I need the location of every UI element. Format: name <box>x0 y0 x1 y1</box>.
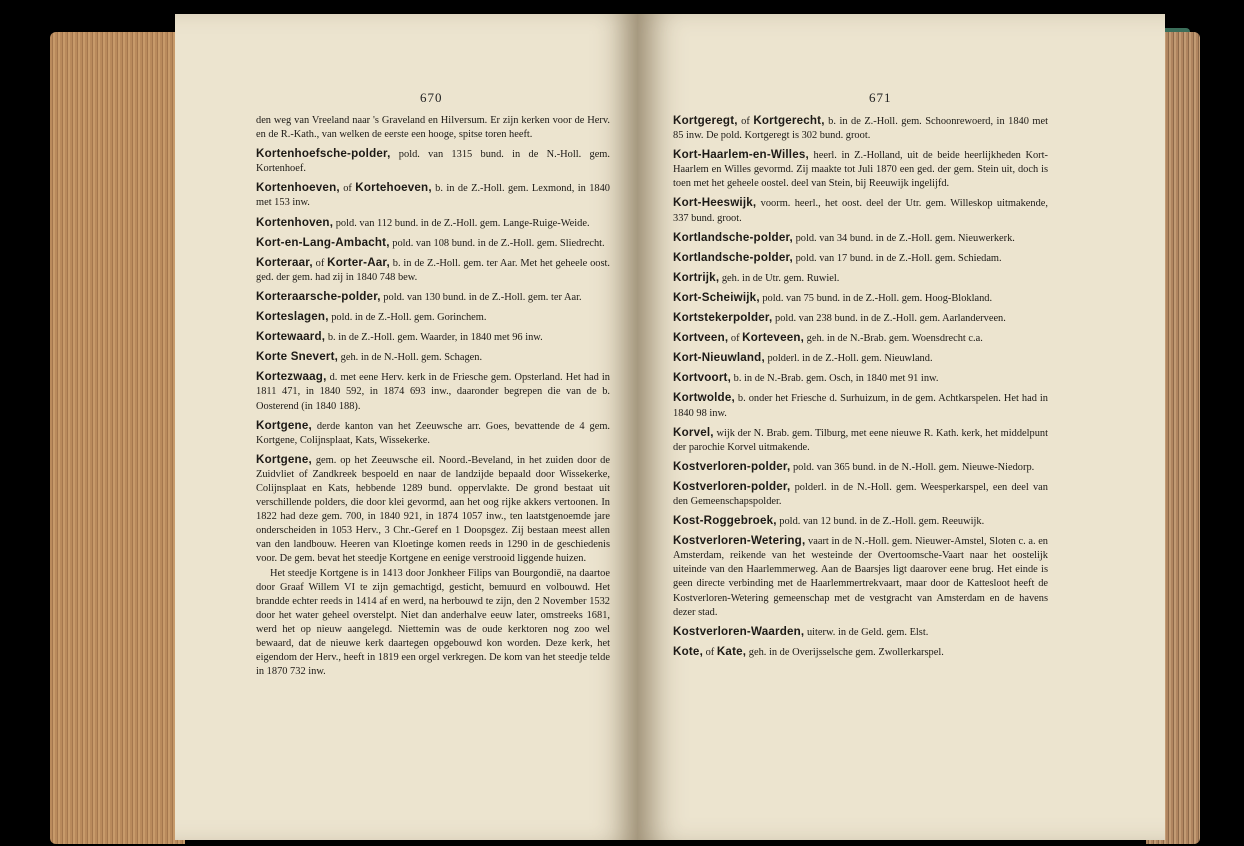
entry-headword: Korteraar, <box>256 255 313 269</box>
entry-text: pold. van 75 bund. in de Z.-Holl. gem. Hoog-Blokland. <box>759 292 993 304</box>
entry-text: pold. van 238 bund. in de Z.-Holl. gem. Aarlanderveen. <box>772 313 1006 325</box>
entry-text: b. in de Z.-Holl. gem. Schoonrewoerd, in 1840 met 85 inw. De pold. Kortgeregt is 302 bund. groot. <box>673 116 1048 142</box>
entry-headword: Kortrijk, <box>673 270 720 284</box>
dictionary-entry <box>673 514 1048 529</box>
entry-text: pold. van 365 bund. in de N.-Holl. gem. Nieuwe-Niedorp. <box>790 461 1035 473</box>
entry-headword-alt: Kate, <box>716 644 747 658</box>
dictionary-entry <box>673 371 1048 386</box>
entry-text: b. in de Z.-Holl. gem. ter Aar. Met het geheele oost. ged. der gem. had zij in 1840 748 bew. <box>256 257 611 283</box>
entry-headword: Kort-Nieuwland, <box>673 351 765 365</box>
entry-text: wijk der N. Brab. gem. Tilburg, met eene nieuwe R. Kath. kerk, het middelpunt der parochie Korvel uitmakende. <box>673 427 1048 453</box>
entry-text: pold. in de Z.-Holl. gem. Gorinchem. <box>328 312 487 324</box>
dictionary-entry <box>673 251 1048 266</box>
dictionary-entry <box>673 331 1048 346</box>
entry-headword: Kortezwaag, <box>256 370 327 384</box>
entry-headword: Kostverloren-polder, <box>673 459 791 473</box>
dictionary-entry <box>256 330 610 345</box>
entry-headword-alt: Kortehoeven, <box>355 181 432 195</box>
entry-headword: Kortwolde, <box>673 391 735 405</box>
entry-text: of <box>737 116 754 127</box>
entry-headword: Kortenhoefsche-polder, <box>256 147 391 161</box>
entry-headword: Kort-Scheiwijk, <box>673 290 760 304</box>
entry-headword: Korte Snevert, <box>256 350 339 364</box>
dictionary-entry <box>673 114 1048 143</box>
dictionary-entry <box>256 181 610 210</box>
entry-text: heerl. in Z.-Holland, uit de beide heerlijkheden Kort-Haarlem en Willes gevormd. Zij maakte tot Juli 1870 een ged. der gem. Stein uit, doch is toen met het geheele oostel. deel van Stein, bij Reeuwijk ingelijfd. <box>673 150 1048 190</box>
entry-text: of <box>339 183 356 195</box>
entry-text: geh. in de N.-Brab. gem. Woensdrecht c.a. <box>804 333 983 345</box>
dictionary-entry <box>256 419 610 448</box>
entry-headword-alt: Kortgerecht, <box>753 114 825 127</box>
entry-text: of <box>728 333 743 345</box>
entry-headword: Korvel, <box>673 425 714 439</box>
entry-headword: Kortgeregt, <box>673 114 738 127</box>
entry-text: pold. van 130 bund. in de Z.-Holl. gem. ter Aar. <box>380 291 582 303</box>
right-entries <box>673 114 1048 660</box>
entry-headword: Kortgene, <box>256 452 312 466</box>
dictionary-entry <box>673 460 1048 475</box>
entry-text: of <box>312 257 328 269</box>
dictionary-entry <box>256 290 610 305</box>
entry-headword: Kortenhoven, <box>256 215 334 229</box>
dictionary-entry <box>256 216 610 231</box>
entry-text: b. in de N.-Brab. gem. Osch, in 1840 met 91 inw. <box>731 373 939 385</box>
entry-headword: Kote, <box>673 644 703 658</box>
left-column <box>256 114 610 679</box>
dictionary-entry <box>673 426 1048 455</box>
entry-headword: Korteslagen, <box>256 310 329 324</box>
entry-headword: Kort-en-Lang-Ambacht, <box>256 235 390 249</box>
entry-text: geh. in de N.-Holl. gem. Schagen. <box>338 352 483 364</box>
dictionary-entry <box>256 370 610 413</box>
entry-text: geh. in de Overijsselsche gem. Zwollerkarspel. <box>746 646 944 658</box>
dictionary-entry <box>673 291 1048 306</box>
open-book <box>50 14 1200 844</box>
entry-headword: Kostverloren-Waarden, <box>673 624 805 638</box>
dictionary-entry <box>673 148 1048 191</box>
left-page <box>175 14 637 840</box>
entry-headword: Kortveen, <box>673 331 729 345</box>
entry-headword: Kort-Haarlem-en-Willes, <box>673 148 809 162</box>
right-page <box>637 14 1165 840</box>
entry-text: gem. op het Zeeuwsche eil. Noord.-Beveland, in het zuiden door de Zuidvliet of Zandkreek bespoeld en naar de landzijde bepaald door Wissekerke, Colijnsplaat en Kats, hebbende 1289 bund. oppervlakte. De grond bestaat uit verschillende polders, die door klei gevormd, aan het oog rijke akkers vertoonen. In 1822 had deze gem. 700, in 1840 921, in 1874 1057 inw., ten laatstgenoemde jare onderscheiden in 1053 Herv., 3 Chr.-Geref en 1 Doopsgez. Zij bestaan meest allen van den landbouw. Heeren van Kloetinge komen reeds in 1290 in de geschiedenis voor. De gem. bevat het steedje Kortgene en eenige verstrooid liggende huizen. <box>256 454 610 565</box>
entry-text: pold. van 1315 bund. in de N.-Holl. gem. Kortenhoef. <box>256 149 610 175</box>
entry-text: vaart in de N.-Holl. gem. Nieuwer-Amstel, Sloten c. a. en Amsterdam, reikende van het westeinde der Overtoomsche-Vaart naar het oostelijk uiteinde van den Haarlemmerweg. Aan de Baarsjes ligt daarover eene brug. Het einde is geen directe verbinding met de Haarlemmertrekvaart, maar door de Kattesloot heeft de Kostverloren-Wetering gemeenschap met de vestgracht van Amsterdam en de havens dezer stad. <box>673 536 1048 618</box>
dictionary-entry <box>256 256 610 285</box>
entry-text: derde kanton van het Zeeuwsche arr. Goes, bevattende de 4 gem. Kortgene, Colijnsplaat, Kats, Wissekerke. <box>256 420 610 446</box>
left-entries <box>256 147 610 448</box>
dictionary-entry <box>673 231 1048 246</box>
entry-headword: Kortlandsche-polder, <box>673 250 793 264</box>
entry-kortgene-gem <box>256 453 610 567</box>
entry-headword: Kost-Roggebroek, <box>673 514 777 528</box>
entry-headword: Kort-Heeswijk, <box>673 196 757 210</box>
entry-text: polderl. in de N.-Holl. gem. Weesperkarspel, een deel van den Gemeenschapspolder. <box>673 481 1048 507</box>
dictionary-entry <box>673 271 1048 286</box>
entry-text: geh. in de Utr. gem. Ruwiel. <box>719 272 840 284</box>
entry-headword: Kortvoort, <box>673 371 732 385</box>
entry-text: b. onder het Friesche d. Surhuizum, in de gem. Achtkarspelen. Het had in 1840 98 inw. <box>673 393 1048 419</box>
entry-text: b. in de Z.-Holl. gem. Waarder, in 1840 met 96 inw. <box>325 332 543 344</box>
entry-text: b. in de Z.-Holl. gem. Lexmond, in 1840 met 153 inw. <box>256 183 610 209</box>
dictionary-entry <box>673 480 1048 509</box>
dictionary-entry <box>673 311 1048 326</box>
dictionary-entry <box>673 534 1048 620</box>
entry-headword-alt: Korter-Aar, <box>327 255 390 269</box>
entry-headword-alt: Korteveen, <box>742 331 805 345</box>
entry-headword: Kortgene, <box>256 418 312 432</box>
page-number-left: 670 <box>420 90 443 105</box>
entry-text: pold. van 12 bund. in de Z.-Holl. gem. Reeuwijk. <box>776 516 985 528</box>
entry-headword: Kortewaard, <box>256 330 326 344</box>
dictionary-entry <box>673 391 1048 420</box>
continuation-text: den weg van Vreeland naar 's Graveland en Hilversum. Er zijn kerken voor de Herv. en de R.-Kath., van welken de eerste een hooge, spitse toren heeft. <box>256 115 610 141</box>
entry-text: uiterw. in de Geld. gem. Elst. <box>804 626 929 638</box>
dictionary-entry <box>256 310 610 325</box>
entry-text: pold. van 108 bund. in de Z.-Holl. gem. Sliedrecht. <box>389 237 605 249</box>
dictionary-entry <box>256 350 610 365</box>
entry-text: d. met eene Herv. kerk in de Friesche gem. Opsterland. Het had in 1811 471, in 1840 592, in 1874 693 inw., daaronder begrepen die van de b. Oosterend (in 1840 188). <box>256 372 610 412</box>
entry-kortgene-history: Het steedje Kortgene is in 1413 door Jonkheer Filips van Bourgondië, na daartoe door Graaf Willem VI te zijn gemachtigd, gesticht, bemuurd en volbouwd. Het brandde echter reeds in 1414 af en werd, na herbouwd te zijn, den 2 November 1532 door het water geheel overstelpt. Niet dan anderhalve eeuw later, omstreeks 1681, werd het op nieuw aangelegd. Niettemin was de oude kerktoren nog zoo wel bewaard, dat de nieuwe kerk daartegen opgebouwd kon worden. Deze kerk, het eigendom der Herv., heeft in 1819 een orgel verkregen. De kom van het steedje telde in 1870 732 inw. <box>256 567 610 678</box>
entry-text: pold. van 112 bund. in de Z.-Holl. gem. Lange-Ruige-Weide. <box>333 217 590 229</box>
entry-headword: Korteraarsche-polder, <box>256 289 381 303</box>
right-column <box>673 114 1048 665</box>
dictionary-entry <box>673 625 1048 640</box>
entry-headword: Kortenhoeven, <box>256 181 340 195</box>
entry-text: pold. van 17 bund. in de Z.-Holl. gem. Schiedam. <box>792 252 1002 264</box>
dictionary-entry <box>256 236 610 251</box>
entry-text: of <box>702 646 717 658</box>
entry-headword: Kortlandsche-polder, <box>673 230 793 244</box>
page-number-right: 671 <box>869 90 892 105</box>
entry-text: pold. van 34 bund. in de Z.-Holl. gem. Nieuwerkerk. <box>792 232 1015 244</box>
dictionary-entry <box>673 351 1048 366</box>
page-edges-left <box>50 32 185 844</box>
entry-headword: Kostverloren-Wetering, <box>673 534 806 548</box>
entry-text: polderl. in de Z.-Holl. gem. Nieuwland. <box>764 353 933 365</box>
entry-headword: Kortstekerpolder, <box>673 311 773 325</box>
dictionary-entry <box>256 147 610 176</box>
dictionary-entry <box>673 645 1048 660</box>
entry-text: voorm. heerl., het oost. deel der Utr. gem. Willeskop uitmakende, 337 bund. groot. <box>673 198 1048 224</box>
entry-headword: Kostverloren-polder, <box>673 479 791 493</box>
dictionary-entry <box>673 196 1048 225</box>
